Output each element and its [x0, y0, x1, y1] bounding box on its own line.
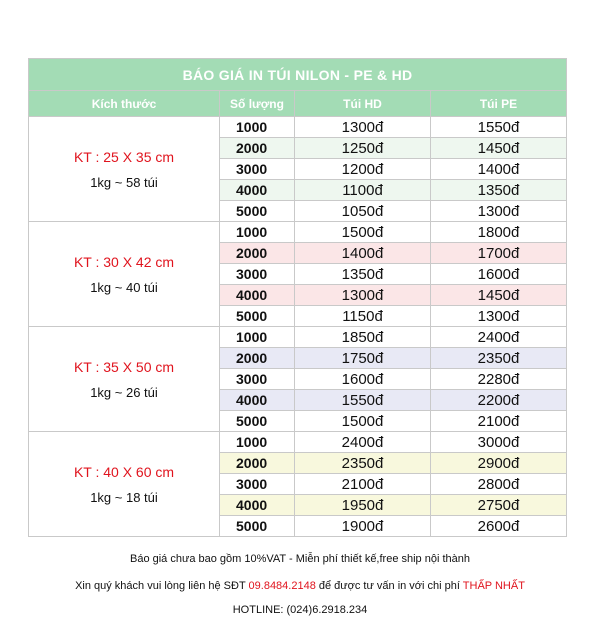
pe-price-cell: 3000đ [431, 432, 567, 453]
hd-price-cell: 1900đ [295, 516, 431, 537]
hd-price-cell: 1150đ [295, 306, 431, 327]
header-qty: Số lượng [220, 91, 295, 117]
hd-price-cell: 1200đ [295, 159, 431, 180]
qty-cell: 1000 [220, 432, 295, 453]
hd-price-cell: 1500đ [295, 411, 431, 432]
size-label: KT : 30 X 42 cm [73, 253, 175, 270]
table-row [29, 432, 567, 453]
pe-price-cell: 1450đ [431, 285, 567, 306]
size-label: KT : 40 X 60 cm [73, 463, 175, 480]
weight-label: 1kg ~ 40 túi [90, 279, 158, 295]
hd-price-cell: 1350đ [295, 264, 431, 285]
table-body [29, 117, 567, 537]
hd-price-cell: 1400đ [295, 243, 431, 264]
price-table [28, 58, 567, 537]
qty-cell: 1000 [220, 117, 295, 138]
pe-price-cell: 2280đ [431, 369, 567, 390]
hd-price-cell: 1100đ [295, 180, 431, 201]
pe-price-cell: 2800đ [431, 474, 567, 495]
price-sheet [28, 58, 566, 537]
hd-price-cell: 1500đ [295, 222, 431, 243]
hd-price-cell: 1850đ [295, 327, 431, 348]
pe-price-cell: 1300đ [431, 306, 567, 327]
pe-price-cell: 2600đ [431, 516, 567, 537]
size-label: KT : 35 X 50 cm [73, 358, 175, 375]
weight-label: 1kg ~ 58 túi [90, 174, 158, 190]
size-group-cell [29, 432, 220, 537]
pe-price-cell: 2100đ [431, 411, 567, 432]
weight-label: 1kg ~ 18 túi [90, 489, 158, 505]
qty-cell: 3000 [220, 369, 295, 390]
size-group-cell [29, 327, 220, 432]
pe-price-cell: 1550đ [431, 117, 567, 138]
qty-cell: 3000 [220, 474, 295, 495]
header-hd: Túi HD [295, 91, 431, 117]
pe-price-cell: 2200đ [431, 390, 567, 411]
pe-price-cell: 1700đ [431, 243, 567, 264]
hd-price-cell: 1550đ [295, 390, 431, 411]
contact-line [0, 580, 600, 592]
qty-cell: 2000 [220, 348, 295, 369]
pe-price-cell: 1800đ [431, 222, 567, 243]
pe-price-cell: 1450đ [431, 138, 567, 159]
hd-price-cell: 1300đ [295, 285, 431, 306]
qty-cell: 5000 [220, 516, 295, 537]
pe-price-cell: 1400đ [431, 159, 567, 180]
table-row [29, 222, 567, 243]
contact-prefix: Xin quý khách vui lòng liên hệ SĐT [75, 580, 249, 592]
qty-cell: 1000 [220, 327, 295, 348]
pe-price-cell: 2350đ [431, 348, 567, 369]
table-row [29, 117, 567, 138]
hd-price-cell: 1050đ [295, 201, 431, 222]
pe-price-cell: 1300đ [431, 201, 567, 222]
hd-price-cell: 2350đ [295, 453, 431, 474]
qty-cell: 4000 [220, 390, 295, 411]
qty-cell: 5000 [220, 411, 295, 432]
qty-cell: 5000 [220, 306, 295, 327]
hd-price-cell: 1600đ [295, 369, 431, 390]
qty-cell: 5000 [220, 201, 295, 222]
qty-cell: 2000 [220, 243, 295, 264]
table-title: BÁO GIÁ IN TÚI NILON - PE & HD [29, 59, 567, 91]
qty-cell: 1000 [220, 222, 295, 243]
hd-price-cell: 2400đ [295, 432, 431, 453]
header-size: Kích thước [29, 91, 220, 117]
qty-cell: 3000 [220, 159, 295, 180]
size-group-cell [29, 117, 220, 222]
contact-middle: để được tư vấn in với chi phí [315, 580, 463, 592]
table-row [29, 327, 567, 348]
phone-number: 09.8484.2148 [248, 580, 316, 592]
lowest-price-text: THẤP NHẤT [462, 580, 525, 592]
pe-price-cell: 2750đ [431, 495, 567, 516]
qty-cell: 4000 [220, 285, 295, 306]
hd-price-cell: 2100đ [295, 474, 431, 495]
weight-label: 1kg ~ 26 túi [90, 384, 158, 400]
hd-price-cell: 1750đ [295, 348, 431, 369]
pe-price-cell: 1600đ [431, 264, 567, 285]
pe-price-cell: 1350đ [431, 180, 567, 201]
qty-cell: 3000 [220, 264, 295, 285]
size-group-cell [29, 222, 220, 327]
header-pe: Túi PE [431, 91, 567, 117]
hd-price-cell: 1300đ [295, 117, 431, 138]
qty-cell: 4000 [220, 180, 295, 201]
hd-price-cell: 1950đ [295, 495, 431, 516]
qty-cell: 2000 [220, 138, 295, 159]
qty-cell: 4000 [220, 495, 295, 516]
vat-note: Báo giá chưa bao gồm 10%VAT - Miễn phí thiết kế,free ship nội thành [129, 553, 470, 565]
pe-price-cell: 2400đ [431, 327, 567, 348]
qty-cell: 2000 [220, 453, 295, 474]
pe-price-cell: 2900đ [431, 453, 567, 474]
size-label: KT : 25 X 35 cm [73, 148, 175, 165]
hd-price-cell: 1250đ [295, 138, 431, 159]
hotline: HOTLINE: (024)6.2918.234 [232, 604, 368, 616]
